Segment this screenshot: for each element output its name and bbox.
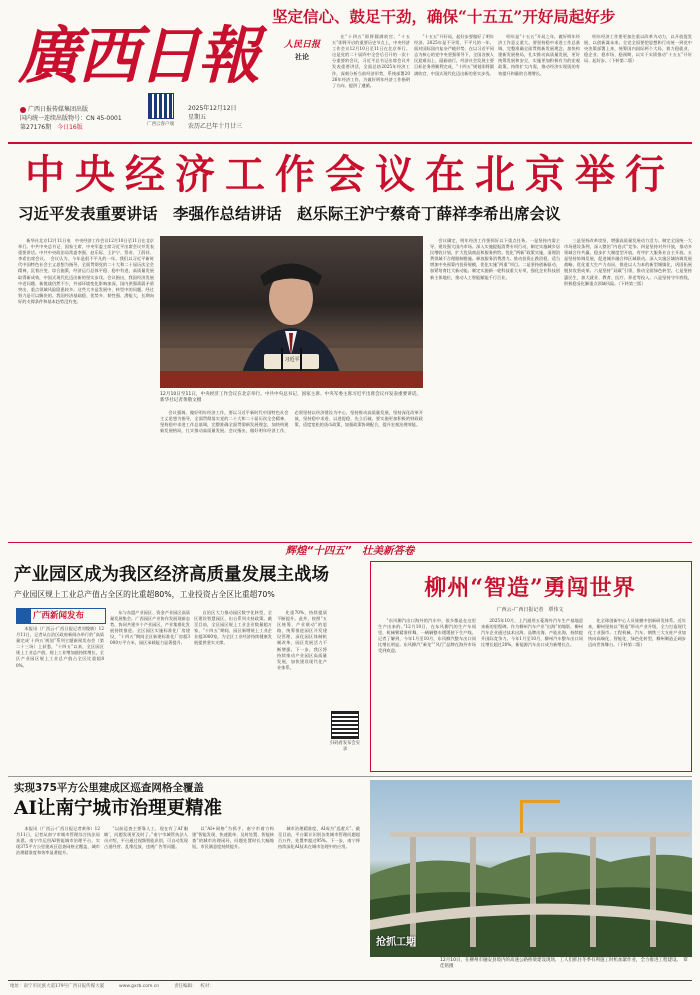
liuzhou-byline: 广西云-广西日报记者 覃伟文	[496, 607, 564, 613]
mid-divider	[8, 776, 692, 777]
industry-subheadline: 产业园区规上工业总产值占全区的比重超80%，工业投资占全区比重超70%	[14, 590, 275, 599]
qr-code-masthead[interactable]	[149, 94, 173, 118]
banner-text: 辉煌“十四五” 壮美新答卷	[285, 545, 415, 557]
editorial-col-3: 明年是“十五五”开局之年，做好明年经济工作意义重大。要坚持稳中求进工作总基调，完整准确全面贯彻新发展理念，加快构建新发展格局，扎实推动高质量发展，更好统筹发展和安全，实施更加积极有为的宏观政策，持续扩大内需，推动经济实现质的有效提升和量的合理增长。	[498, 34, 580, 76]
masthead-divider	[8, 142, 692, 144]
industry-col-3: 自治区大力推动园区数字化转型，全区建设智慧园区，出台系列支持政策。截至目前，全区园区规上工业企业数量超万家，“十四五”期间，园区新增规上工业企业超3000家，为全区工业经济持续健康发展提供坚实支撑。	[194, 610, 272, 646]
lead-col-4: 三是坚持改革攻坚，增强高质量发展动力活力。制定全国统一大市场建设条例，深入整治“内卷式”竞争。四是坚持对外开放，推动多领域合作共赢。稳步扩大制度型开放，有序扩大服务业自主开放。五是坚持协调发展，促进城乡融合和区域联动。深入实施区域协调发展战略，优化重大生产力布局，推进以人为本的新型城镇化，巩固拓展脱贫攻坚成果。六是坚持“双碳”引领，推动全面绿色转型。七是坚持惠民生，加大就业、教育、医疗、养老等投入。八是坚持守牢底线，积极稳妥化解重点领域风险。（下转第三版）	[564, 238, 692, 286]
liuzhou-col-3: 化全球创新中心人员规模中创新研发体系。近年来，柳州坚持以“智造”带动产业升级，全力打造现代化工业强市。工程机械、汽车、钢铁三大支柱产业加快向高端化、智能化、绿色化转型，柳州制造正阔步迈向世界舞台。（下转第二版）	[588, 618, 686, 648]
footer-web[interactable]: www.gxrb.com.cn	[119, 984, 160, 989]
masthead-info	[20, 105, 170, 132]
editorial-col-4: 明年经济工作要更加注重以改革为动力，以开放促发展，以创新谋未来。全党全国要把思想和行动统一到党中央决策部署上来，统筹国内国际两个大局，着力稳就业、稳企业、稳市场、稳预期，以实干实绩推动“十五五”开好局、起好步。（下转第二版）	[584, 34, 692, 64]
construction-photo-caption: 12月10日，在柳州市融安县境内的高速公路桥梁建设现场，工人们抓住冬季有利施工时机加紧作业，全力推进工程建设。 覃佳铭摄	[440, 958, 688, 970]
logo-mark	[20, 107, 26, 113]
editorial-logo	[276, 38, 328, 78]
footer-proof: 校对：	[200, 984, 214, 989]
industry-col-1: 本报讯（广西云-广西日报记者刘俊敏）12月11日，记者从自治区政府新闻办举行的“高质量完成‘十四五’规划”系列主题新闻发布会（第二十三场）上获悉，“十四五”以来，全区园区规上工业总产值、规上工业增加值持续增长，全区产业园区规上工业总产值占全区比重超80%。	[16, 626, 104, 668]
web-client-label: 广西云客户端	[147, 122, 174, 127]
liuzhou-headline: 柳州“智造”勇闯世界	[424, 575, 636, 601]
construction-photo-svg	[370, 780, 692, 957]
construction-photo	[370, 780, 692, 957]
ai-col-2: “以前巡查主要靠人工，现在有了AI‘眼睛’，问题发现更及时了。”南宁市城管执法人员介绍，平台通过视频智能识别，可自动发现占道经营、乱堆乱放、违规广告等问题。	[104, 826, 188, 850]
editorial-label: 社论	[295, 52, 309, 61]
lead-photo-caption: 12月10日至11日，中央经济工作会议在北京举行。中共中央总书记、国家主席、中央军委主席习近平出席会议并发表重要讲话。 新华社记者黄敬文摄	[160, 392, 424, 404]
editorial-headline: 坚定信心、鼓足干劲，确保“十五五”开好局起好步	[272, 7, 616, 26]
lead-subheadline: 习近平发表重要讲话 李强作总结讲话 赵乐际王沪宁蔡奇丁薛祥李希出席会议	[18, 205, 561, 223]
lead-photo	[160, 236, 423, 388]
industry-headline: 产业园区成为我区经济高质量发展主战场	[14, 565, 329, 585]
issue-number: 第27176期	[20, 124, 52, 131]
press-release-text: 广西新闻发布	[33, 611, 85, 621]
editorial-col-2: “十五五”开好局，起好步要做好了明年经济。2025年是不寻常、不平凡的一年，面对国际国内复杂严峻形势，在以习近平同志为核心的党中央坚强领导下，全国各族人民迎难而上、砥砺前行，经济社会发展主要目标任务将顺利完成，“十四五”规划即将圆满收官，中国式现代化迈出新的坚实步伐。	[414, 34, 494, 76]
editorial-col-1: 在“十四五”即将圆满收官、“十五五”即将开启的重要历史节点上，中央经济工作会议12月10日至11日在北京举行。这是党的二十届四中全会后召开的一次十分重要的会议，习近平总书记出席会议并发表重要讲话，全面总结2025年经济工作，深刻分析当前经济形势，系统部署2026年经济工作，为做好明年经济工作指明了方向、提供了遵循。	[332, 34, 410, 88]
nameplate: 习近平	[284, 357, 300, 363]
lead-col-1: 新华社北京12月11日电 中央经济工作会议12月10日至11日在北京举行。中共中央总书记、国家主席、中央军委主席习近平出席会议并发表重要讲话。中共中央政治局常委李强、赵乐际、王沪宁、蔡奇、丁薛祥、李希出席会议。 会议认为，今年是很不平凡的一年。我们以习近平新时代中国特色社会主义思想为指导，全面贯彻党的二十大和二十届历次全会精神，沉着应变、综合施策，经济运行总体平稳、稳中有进，高质量发展取得新成效，中国式现代化迈出新的坚实步伐。会议指出，我国经济发展中老问题、新挑战仍然不少，外部环境变化影响加深，国内供强需弱矛盾突出，重点领域风险隐患较多。这些大多是发展中、转型中的问题，经过努力是可以解决的。我国经济基础稳、优势多、韧性强、潜能大，长期向好的支撑条件和基本趋势没有变。	[18, 238, 154, 304]
lead-col-3: 会议确定，明年经济工作要抓好以下重点任务。一是坚持内需主导，建设强大国内市场。深入实施提振消费专项行动，制定实施城乡居民增收计划，扩大优质商品和服务供给。优化“两新”政策实施，清理消费领域不合理限制措施。释放服务消费潜力。推动投资止跌回稳，适当增加中央预算内投资规模，优化实施“两重”项目。二是坚持创新驱动，加紧培育壮大新动能。制定实施新一轮科技重大专项，强化企业科技创新主体地位，推动人工智能赋能千行百业。	[430, 238, 560, 280]
press-release-label	[16, 608, 106, 624]
footer	[10, 983, 690, 991]
masthead-date	[188, 104, 242, 131]
lunar-text: 农历乙巳年十月廿三	[188, 123, 243, 130]
footer-address: 地址：南宁市民族大道179号广西日报传媒大厦	[10, 984, 105, 989]
lead-col-2: 会议强调，做好明年经济工作，要以习近平新时代中国特色社会主义思想为指导，全面贯彻落实党的二十大和二十届历次全会精神，坚持稳中求进工作总基调，完整准确全面贯彻新发展理念，加快构建新发展格局，扎实推动高质量发展。会议指出，做好明年经济工作，必须坚持以经济建设为中心，坚持推动高质量发展，坚持深化改革开放，坚持稳中求进、以进促稳、先立后破。要实施更加积极的财政政策，适度宽松的货币政策，加强政策协调配合，提升宏观治理效能。	[160, 410, 423, 434]
page-count: 今日16版	[57, 124, 83, 131]
lead-photo-svg	[160, 236, 423, 388]
editorial-brand: 人民日报	[283, 40, 320, 50]
ai-col-3: 以“AI+网格”为抓手，南宁市着力构建“智能发现、快速派单、及时处置、智能核查”的城市治理闭环，问题处置时长大幅缩短，市民满意度持续提升。	[192, 826, 274, 850]
cn-number: 国内统一连续出版物号：CN 45-0001	[20, 115, 122, 122]
industry-col-4: 比重70%，持续提质不断提升。此外，按照“五区统筹、产业联动”的思路，统筹推进园区开发建设管理，深化园区体制机制改革，园区发展活力不断增强。下一步，我区将持续推动产业园区高质量发展，加快建设现代化产业体系。	[277, 610, 327, 670]
anniversary-banner	[8, 542, 692, 559]
newspaper-logo: 廣西日報	[18, 19, 259, 92]
publisher-text: 广西日报传媒集团出版	[28, 106, 89, 113]
date-text: 2025年12月12日	[188, 105, 237, 112]
weekday-text: 星期五	[188, 114, 207, 121]
qr-code-press[interactable]	[332, 712, 358, 738]
qr-press-caption: 扫码看发布会实录	[329, 741, 361, 752]
photo-label: 抢抓工期	[376, 937, 416, 948]
liuzhou-col-1: “东风柳汽出口海外的汽车中，很多都是在这里生产出来的。”12月10日，在东风柳汽的生产车间里，机械臂精准挥舞，一辆辆整车缓缓驶下生产线。记者了解到，今年1月至10月，东风柳汽整车出口同比增长明显。东风柳汽“乘龙”“风行”品牌在海外市场受到欢迎。	[378, 618, 476, 654]
masthead	[0, 0, 700, 142]
industry-col-2: 东与东盟产业园区、资金产业园区高质量发展集会。广西园区产业协作发展现新态势，协同共建多个产业园区，产业集群化发展持续推进。全区园区实施标准化厂房建设，“十四五”期间全区新建标准化厂房超3000万平方米，园区承载能力显著提升。	[110, 610, 190, 646]
footer-divider	[8, 980, 692, 981]
ai-col-1: 本报讯（广西云-广西日报记者黄伟）12月11日，记者从南宁市城市管理综合执法局获悉，南宁市运用AI智能城市治理平台，实现375平方公里建成区巡查网格全覆盖，城市治理精准度和效率显著提升。	[16, 826, 100, 856]
ai-col-4: 城市治理精准度，AI成为“巡逻兵”。截至目前，平台累计识别各类城市管理问题超百万件，处置率超过95%。下一步，南宁将持续深化AI技术在城市治理中的应用。	[278, 826, 360, 850]
liuzhou-col-2: 2025年10月，上汽通用五菱海外汽车生产基地迎来新的里程碑。作为柳州汽车产业“出海”的缩影，柳州汽车企业通过技术出海、品牌出海、产能出海，持续提升国际竞争力。今年1月至10月，柳州汽车整车出口同比增长超过20%，新能源汽车出口成为新增长点。	[481, 618, 583, 648]
ai-headline: AI让南宁城市治理更精准	[14, 798, 223, 819]
press-release-accent	[17, 609, 31, 623]
ai-headline-top: 实现375平方公里建成区巡查网格全覆盖	[14, 782, 204, 794]
footer-editor: 责任编辑：	[174, 984, 195, 989]
lead-headline: 中央经济工作会议在北京举行	[25, 151, 675, 198]
